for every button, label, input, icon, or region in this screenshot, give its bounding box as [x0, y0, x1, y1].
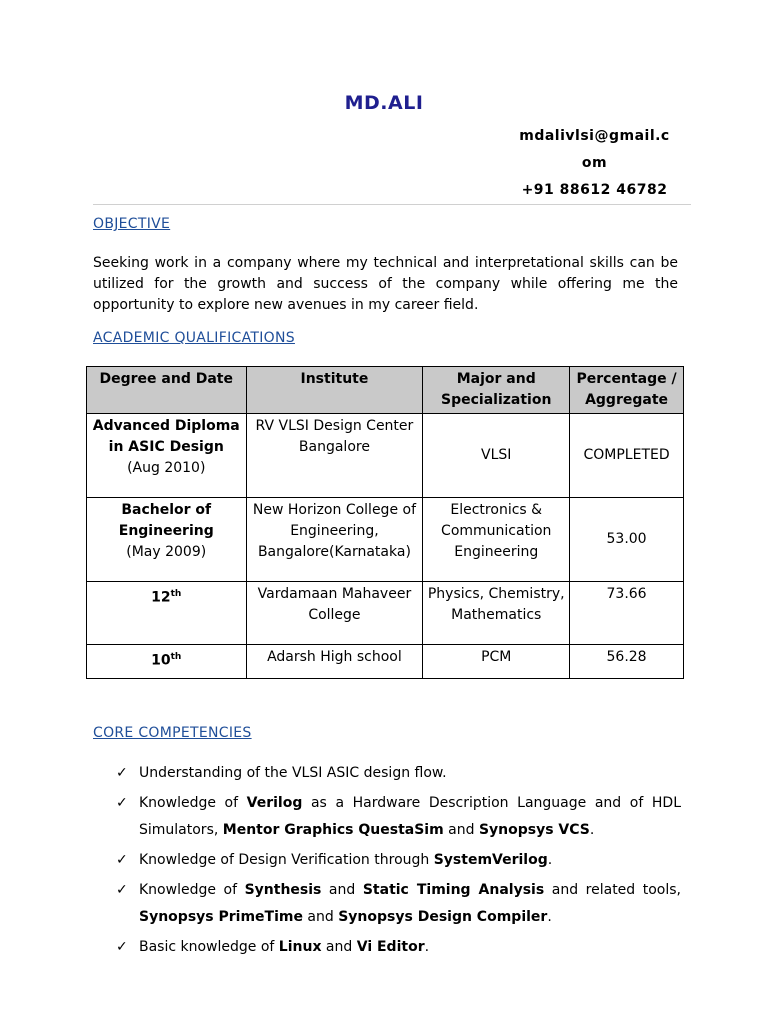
- institute-cell: RV VLSI Design Center Bangalore: [246, 414, 423, 498]
- competencies-list: [116, 760, 681, 964]
- table-header-row: [87, 367, 684, 414]
- degree-name: Advanced Diploma in ASIC Design: [92, 418, 240, 455]
- degree-superscript: th: [170, 652, 182, 662]
- item-text: and: [443, 822, 479, 838]
- objective-text: Seeking work in a company where my technical and interpretational skills can be utilized for the growth and success of the company while offering me the opportunity to explore new avenues in my career field.: [93, 255, 678, 313]
- column-header-institute: Institute: [246, 367, 423, 414]
- table-row: [87, 414, 684, 498]
- percentage-cell: COMPLETED: [570, 414, 684, 498]
- item-keyword: Linux: [278, 939, 322, 955]
- item-keyword: Static Timing Analysis: [362, 882, 545, 898]
- major-cell: Physics, Chemistry, Mathematics: [423, 582, 570, 645]
- degree-name: 12: [151, 589, 171, 606]
- academic-heading: ACADEMIC QUALIFICATIONS: [93, 330, 295, 346]
- degree-date: (May 2009): [126, 544, 207, 560]
- table-row: [87, 582, 684, 645]
- degree-cell: [87, 414, 247, 498]
- percentage-cell: 73.66: [570, 582, 684, 645]
- major-cell: Electronics & Communication Engineering: [423, 498, 570, 582]
- column-header-major: Major and Specialization: [423, 367, 570, 414]
- candidate-name: MD.ALI: [344, 92, 424, 114]
- objective-heading: OBJECTIVE: [93, 216, 171, 232]
- check-mark-icon: ✓: [116, 795, 128, 811]
- institute-cell: Adarsh High school: [246, 645, 423, 679]
- list-item: [116, 847, 681, 874]
- item-text: as a Hardware Description Language and of HDL Simulators,: [139, 795, 681, 838]
- item-keyword: Synopsys PrimeTime: [139, 909, 303, 925]
- item-text: Understanding of the VLSI ASIC design flow.: [139, 765, 447, 781]
- degree-superscript: th: [170, 589, 182, 599]
- check-mark-icon: ✓: [116, 765, 128, 781]
- item-text: and: [321, 939, 357, 955]
- item-keyword: Verilog: [246, 795, 303, 811]
- major-cell: VLSI: [423, 414, 570, 498]
- table-row: [87, 645, 684, 679]
- degree-cell: [87, 645, 247, 679]
- item-keyword: Vi Editor: [356, 939, 425, 955]
- item-text: and related tools,: [544, 882, 681, 898]
- item-text: .: [547, 852, 553, 868]
- item-text: Basic knowledge of: [139, 939, 279, 955]
- item-text: and: [302, 909, 339, 925]
- institute-cell: Vardamaan Mahaveer College: [246, 582, 423, 645]
- major-cell: PCM: [423, 645, 570, 679]
- column-header-degree: Degree and Date: [87, 367, 247, 414]
- column-header-percentage: Percentage / Aggregate: [570, 367, 684, 414]
- item-text: and: [321, 882, 363, 898]
- item-keyword: Synopsys VCS: [478, 822, 590, 838]
- percentage-cell: 56.28: [570, 645, 684, 679]
- check-mark-icon: ✓: [116, 852, 128, 868]
- degree-cell: [87, 498, 247, 582]
- item-keyword: Mentor Graphics QuestaSim: [222, 822, 444, 838]
- item-keyword: Synthesis: [244, 882, 322, 898]
- item-text: Knowledge of Design Verification through: [139, 852, 434, 868]
- email-line-1: mdalivlsi@gmail.c: [519, 128, 670, 144]
- item-text: .: [424, 939, 430, 955]
- item-text: Knowledge of: [139, 882, 245, 898]
- check-mark-icon: ✓: [116, 882, 128, 898]
- email-line-2: om: [581, 155, 608, 171]
- degree-name: Bachelor of Engineering: [118, 502, 214, 539]
- list-item: [116, 760, 681, 787]
- phone-number: +91 88612 46782: [521, 182, 668, 198]
- institute-cell: New Horizon College of Engineering, Bangalore(Karnataka): [246, 498, 423, 582]
- item-text: .: [589, 822, 595, 838]
- item-text: Knowledge of: [139, 795, 247, 811]
- qualifications-table: [86, 366, 684, 679]
- item-text: .: [547, 909, 552, 925]
- list-item: [116, 790, 681, 844]
- list-item: [116, 877, 681, 931]
- header-divider: [93, 204, 691, 205]
- check-mark-icon: ✓: [116, 939, 128, 955]
- degree-date: (Aug 2010): [127, 460, 206, 476]
- item-keyword: SystemVerilog: [433, 852, 548, 868]
- competencies-heading: CORE COMPETENCIES: [93, 725, 252, 741]
- percentage-cell: 53.00: [570, 498, 684, 582]
- degree-cell: [87, 582, 247, 645]
- item-keyword: Synopsys Design Compiler: [338, 909, 548, 925]
- degree-name: 10: [151, 652, 171, 669]
- list-item: [116, 934, 681, 961]
- table-row: [87, 498, 684, 582]
